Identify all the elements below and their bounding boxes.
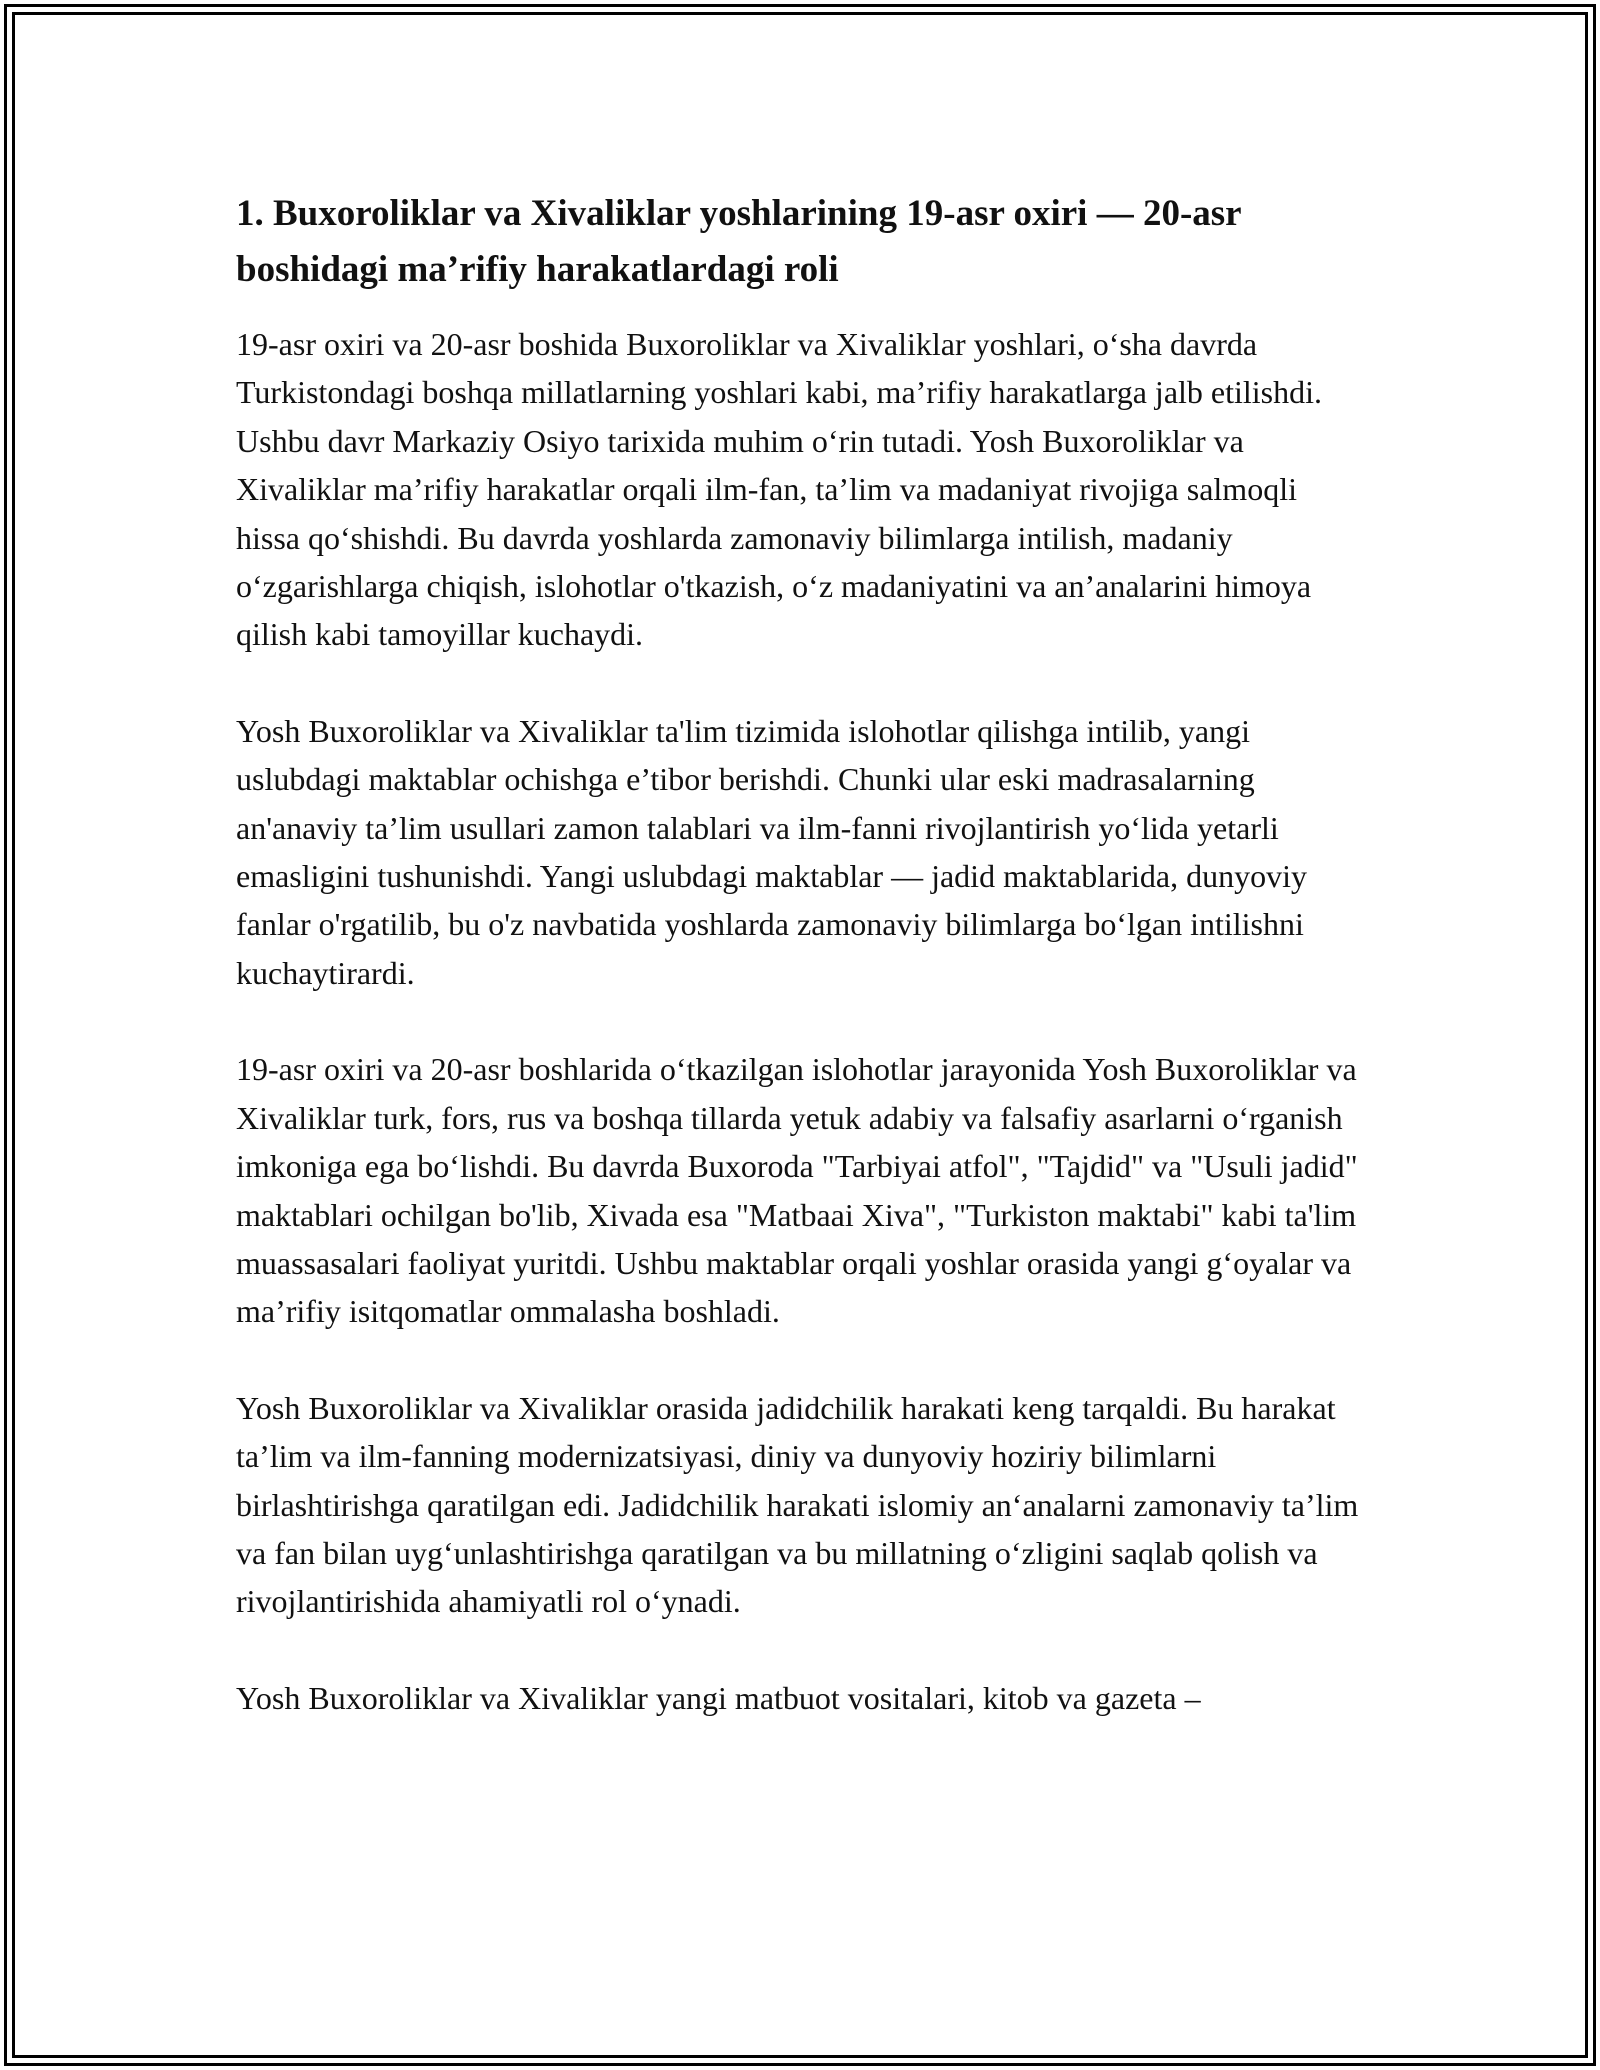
paragraph-1: 19-asr oxiri va 20-asr boshida Buxoroliklar va Xivaliklar yoshlari, o‘sha davrda Turkistondagi boshqa millatlarning yoshlari kabi, ma’rifiy harakatlarga jalb etilishdi. Ushbu davr Markaziy Osiyo tarixida muhim o‘rin tutadi. Yosh Buxoroliklar va Xivaliklar ma’rifiy harakatlar orqali ilm-fan, ta’lim va madaniyat rivojiga salmoqli hissa qo‘shishdi. Bu davrda yoshlarda zamonaviy bilimlarga intilish, madaniy o‘zgarishlarga chiqish, islohotlar o'tkazish, o‘z madaniyatini va an’analarini himoya qilish kabi tamoyillar kuchaydi. [236, 326, 1323, 653]
paragraph-2: Yosh Buxoroliklar va Xivaliklar ta'lim tizimida islohotlar qilishga intilib, yangi uslubdagi maktablar ochishga e’tibor berishdi. Chunki ular eski madrasalarning an'anaviy ta’lim usullari zamon talablari va ilm-fanni rivojlantirish yo‘lida yetarli emasligini tushunishdi. Yangi uslubdagi maktablar — jadid maktablarida, dunyoviy fanlar o'rgatilib, bu o'z navbatida yoshlarda zamonaviy bilimlarga bo‘lgan intilishni kuchaytirardi. [236, 712, 1307, 991]
paragraph-5: Yosh Buxoroliklar va Xivaliklar yangi matbuot vositalari, kitob va gazeta – [236, 1679, 1201, 1716]
paragraph-3: 19-asr oxiri va 20-asr boshlarida o‘tkazilgan islohotlar jarayonida Yosh Buxoroliklar va Xivaliklar turk, fors, rus va boshqa tillarda yetuk adabiy va falsafiy asarlarni o‘rganish imkoniga ega bo‘lishdi. Bu davrda Buxoroda "Tarbiyai atfol", "Tajdid" va "Usuli jadid" maktablari ochilgan bo'lib, Xivada esa "Matbaai Xiva", "Turkiston maktabi" kabi ta'lim muassasalari faoliyat yuritdi. Ushbu maktablar orqali yoshlar orasida yangi g‘oyalar va ma’rifiy isitqomatlar ommalasha boshladi. [236, 1051, 1358, 1330]
paragraph-4: Yosh Buxoroliklar va Xivaliklar orasida jadidchilik harakati keng tarqaldi. Bu harakat ta’lim va ilm-fanning modernizatsiyasi, diniy va dunyoviy hoziriy bilimlarni birlashtirishga qaratilgan edi. Jadidchilik harakati islomiy an‘analarni zamonaviy ta’lim va fan bilan uyg‘unlashtirishga qaratilgan va bu millatning o‘zligini saqlab qolish va rivojlantirishida ahamiyatli rol o‘ynadi. [236, 1389, 1359, 1620]
section-heading: 1. Buxoroliklar va Xivaliklar yoshlarining 19-asr oxiri — 20-asr boshidagi ma’rifiy harakatlardagi roli [236, 193, 1241, 290]
document-body [236, 186, 1366, 1770]
